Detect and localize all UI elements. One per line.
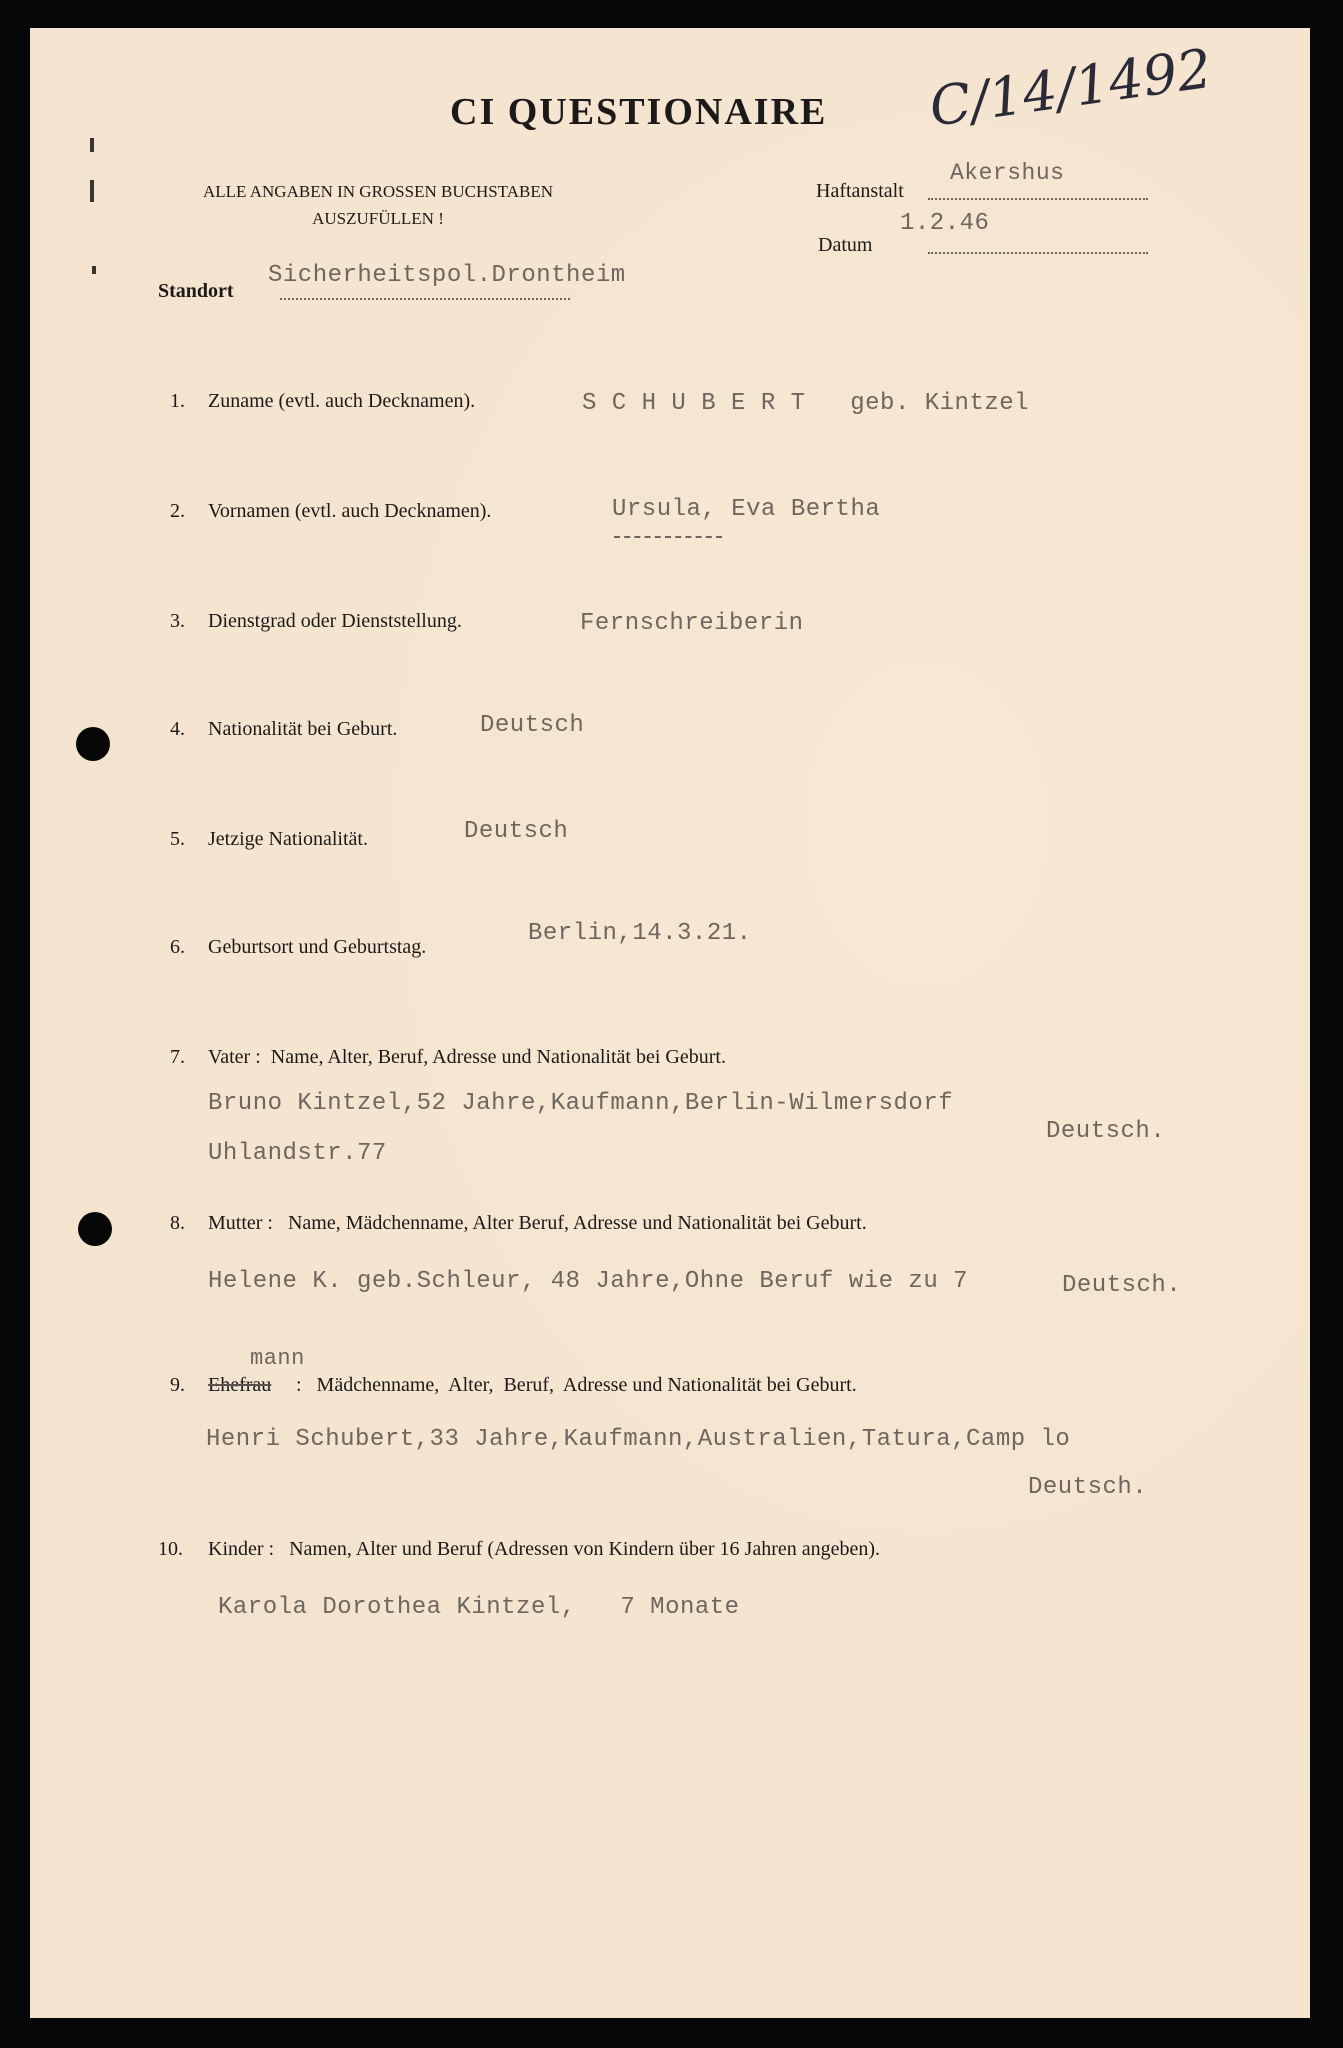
haftanstalt-label: Haftanstalt bbox=[816, 180, 904, 202]
question-4-answer: Deutsch bbox=[480, 712, 585, 739]
margin-mark bbox=[92, 266, 96, 274]
questionnaire-sheet bbox=[30, 28, 1310, 2018]
standort-value: Sicherheitspol.Drontheim bbox=[268, 262, 626, 289]
question-9-label-prefix bbox=[208, 1374, 271, 1397]
question-5-number: 5. bbox=[170, 828, 185, 850]
question-4-number: 4. bbox=[170, 718, 185, 740]
margin-mark bbox=[90, 138, 94, 152]
question-10-number: 10. bbox=[158, 1538, 183, 1560]
standort-label: Standort bbox=[158, 280, 234, 302]
question-1-label: Zuname (evtl. auch Decknamen). bbox=[208, 390, 476, 412]
question-1-answer: S C H U B E R T geb. Kintzel bbox=[582, 390, 1030, 417]
margin-mark bbox=[90, 180, 94, 202]
question-9-label: : Mädchenname, Alter, Beruf, Adresse und Nationalität bei Geburt. bbox=[296, 1374, 857, 1396]
instruction-line-2: AUSZUFÜLLEN ! bbox=[312, 209, 444, 228]
question-9-correction: mann bbox=[250, 1346, 305, 1371]
question-2-underline bbox=[614, 536, 722, 538]
question-3-answer: Fernschreiberin bbox=[580, 610, 804, 637]
question-2-number: 2. bbox=[170, 500, 185, 522]
question-2-answer: Ursula, Eva Bertha bbox=[612, 496, 881, 523]
question-6-number: 6. bbox=[170, 936, 185, 958]
question-10-label: Kinder : Namen, Alter und Beruf (Adressen von Kindern über 16 Jahren angeben). bbox=[208, 1538, 881, 1560]
question-9-answer: Henri Schubert,33 Jahre,Kaufmann,Australien,Tatura,Camp lo bbox=[206, 1426, 1071, 1453]
question-7-answer-line-2: Uhlandstr.77 bbox=[208, 1140, 387, 1167]
question-8-answer: Helene K. geb.Schleur, 48 Jahre,Ohne Beruf wie zu 7 bbox=[208, 1268, 969, 1295]
question-5-answer: Deutsch bbox=[464, 818, 569, 845]
question-1-number: 1. bbox=[170, 390, 185, 412]
question-9-ehefrau-text: Ehefrau bbox=[208, 1374, 272, 1396]
datum-line bbox=[928, 252, 1148, 254]
question-7-label: Vater : Name, Alter, Beruf, Adresse und Nationalität bei Geburt. bbox=[208, 1046, 726, 1068]
question-7-number: 7. bbox=[170, 1046, 185, 1068]
question-8-nationality: Deutsch. bbox=[1062, 1272, 1182, 1299]
question-5-label: Jetzige Nationalität. bbox=[208, 828, 368, 850]
datum-value: 1.2.46 bbox=[900, 210, 990, 237]
haftanstalt-value: Akershus bbox=[950, 160, 1065, 186]
question-7-nationality: Deutsch. bbox=[1046, 1118, 1166, 1145]
question-8-label: Mutter : Name, Mädchenname, Alter Beruf, Adresse und Nationalität bei Geburt. bbox=[208, 1212, 867, 1234]
punch-hole bbox=[78, 1212, 112, 1246]
question-8-number: 8. bbox=[170, 1212, 185, 1234]
instruction-text bbox=[158, 178, 598, 232]
form-title: CI QUESTIONAIRE bbox=[450, 91, 828, 133]
question-3-number: 3. bbox=[170, 610, 185, 632]
question-4-label: Nationalität bei Geburt. bbox=[208, 718, 398, 740]
instruction-line-1: ALLE ANGABEN IN GROSSEN BUCHSTABEN bbox=[203, 182, 553, 201]
datum-label: Datum bbox=[818, 234, 873, 256]
haftanstalt-line bbox=[928, 198, 1148, 200]
question-9-number: 9. bbox=[170, 1374, 185, 1396]
question-3-label: Dienstgrad oder Dienststellung. bbox=[208, 610, 462, 632]
standort-line bbox=[280, 298, 570, 300]
handwritten-file-number: C/14/1492 bbox=[925, 36, 1216, 139]
question-9-nationality: Deutsch. bbox=[1028, 1474, 1148, 1501]
question-6-answer: Berlin,14.3.21. bbox=[528, 920, 752, 947]
question-7-answer-line-1: Bruno Kintzel,52 Jahre,Kaufmann,Berlin-Wilmersdorf bbox=[208, 1090, 954, 1117]
question-2-label: Vornamen (evtl. auch Decknamen). bbox=[208, 500, 492, 522]
punch-hole bbox=[76, 727, 110, 761]
question-6-label: Geburtsort und Geburtstag. bbox=[208, 936, 427, 958]
question-10-answer: Karola Dorothea Kintzel, 7 Monate bbox=[218, 1594, 740, 1621]
